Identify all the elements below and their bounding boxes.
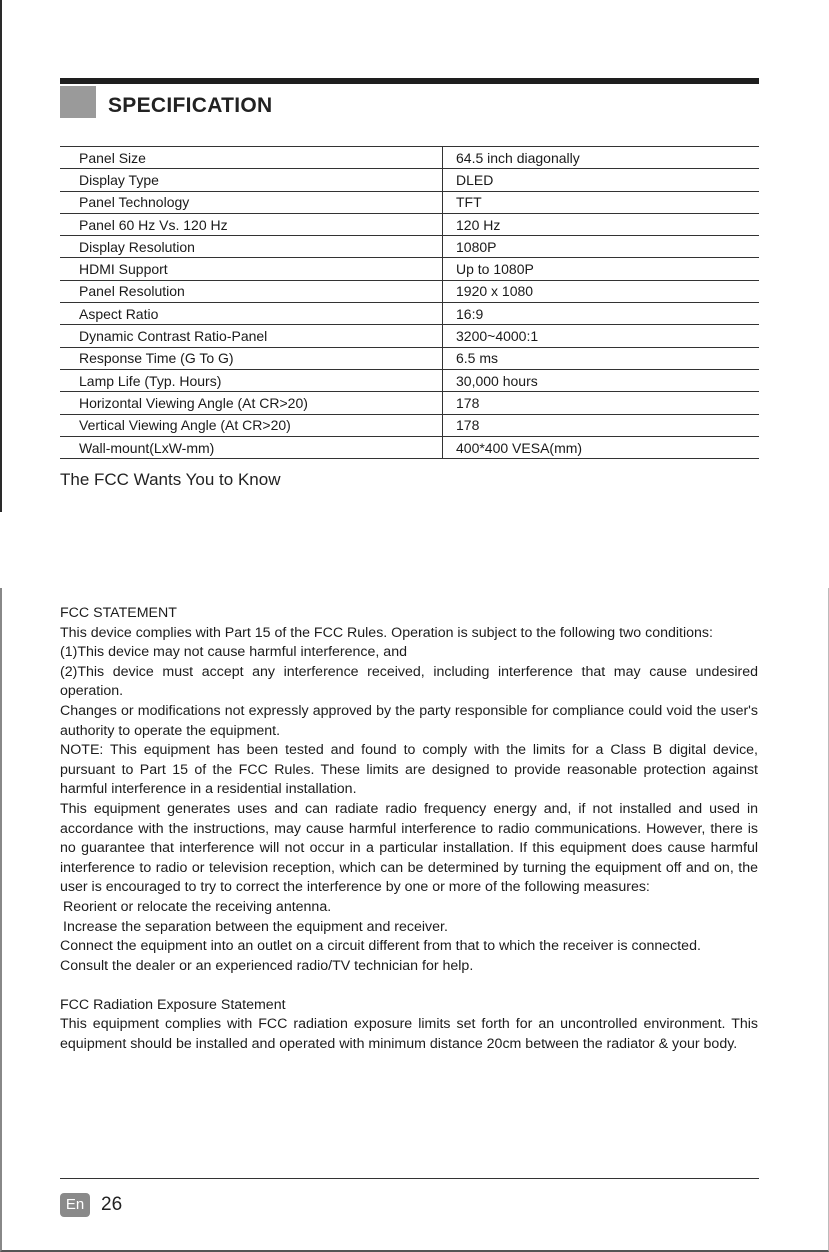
fcc-paragraph: NOTE: This equipment has been tested and found to comply with the limits for a Class B digital device, pursuant to Part 15 of the FCC Rules. These limits are designed to provide reasonable protection against harmful interference in a residential installation. bbox=[60, 742, 758, 798]
spec-value: 1080P bbox=[443, 236, 760, 258]
spec-value: Up to 1080P bbox=[443, 258, 760, 280]
spec-row bbox=[60, 347, 759, 369]
page-number: 26 bbox=[101, 1194, 123, 1215]
spec-row bbox=[60, 392, 759, 414]
spec-label: Panel Size bbox=[60, 147, 443, 169]
spec-label: HDMI Support bbox=[60, 258, 443, 280]
spec-row bbox=[60, 236, 759, 258]
spec-label: Panel Technology bbox=[60, 191, 443, 213]
header-rule bbox=[60, 78, 759, 84]
spec-value: 30,000 hours bbox=[443, 369, 760, 391]
title-marker-block bbox=[60, 86, 96, 118]
fcc-paragraph: This equipment generates uses and can radiate radio frequency energy and, if not installed and used in accordance with the instructions, may cause harmful interference to radio communications. However, there is no guarantee that interference will not occur in a particular installation. If this equipment does cause harmful interference to radio or television reception, which can be determined by turning the equipment off and on, the user is encouraged to try to correct the interference by one or more of the following measures: bbox=[60, 800, 758, 896]
fcc-condition-1: (1)This device may not cause harmful interference, and bbox=[60, 644, 407, 661]
spec-row bbox=[60, 258, 759, 280]
fcc-paragraph: This device complies with Part 15 of the FCC Rules. Operation is subject to the following two conditions: bbox=[60, 624, 713, 641]
spec-row bbox=[60, 303, 759, 325]
fcc-measure: Increase the separation between the equipment and receiver. bbox=[63, 918, 448, 935]
spec-label: Horizontal Viewing Angle (At CR>20) bbox=[60, 392, 443, 414]
spec-table bbox=[60, 146, 759, 459]
spec-value: 16:9 bbox=[443, 303, 760, 325]
spec-label: Display Type bbox=[60, 169, 443, 191]
spec-label: Vertical Viewing Angle (At CR>20) bbox=[60, 414, 443, 436]
fcc-measure: Consult the dealer or an experienced radio/TV technician for help. bbox=[60, 957, 474, 974]
page-title: SPECIFICATION bbox=[108, 94, 273, 117]
spec-row bbox=[60, 369, 759, 391]
spec-label: Display Resolution bbox=[60, 236, 443, 258]
spec-label: Response Time (G To G) bbox=[60, 347, 443, 369]
spec-value: 178 bbox=[443, 392, 760, 414]
language-badge: En bbox=[60, 1193, 90, 1217]
spec-row bbox=[60, 147, 759, 169]
radiation-heading: FCC Radiation Exposure Statement bbox=[60, 996, 286, 1013]
spec-value: DLED bbox=[443, 169, 760, 191]
spec-row bbox=[60, 280, 759, 302]
spec-value: 120 Hz bbox=[443, 213, 760, 235]
fcc-condition-2: (2)This device must accept any interference received, including interference that may cause undesired operation. bbox=[60, 663, 758, 700]
spec-value: 1920 x 1080 bbox=[443, 280, 760, 302]
spec-row bbox=[60, 169, 759, 191]
radiation-paragraph: This equipment complies with FCC radiation exposure limits set forth for an uncontrolled environment. This equipment should be installed and operated with minimum distance 20cm between the radiator & your body. bbox=[60, 1016, 758, 1053]
spec-row bbox=[60, 436, 759, 458]
fcc-wants-heading: The FCC Wants You to Know bbox=[60, 470, 281, 489]
fcc-heading: FCC STATEMENT bbox=[60, 605, 177, 621]
spec-label: Panel Resolution bbox=[60, 280, 443, 302]
spec-label: Lamp Life (Typ. Hours) bbox=[60, 369, 443, 391]
spec-label: Panel 60 Hz Vs. 120 Hz bbox=[60, 213, 443, 235]
spec-row bbox=[60, 414, 759, 436]
spec-value: 64.5 inch diagonally bbox=[443, 147, 760, 169]
spec-label: Dynamic Contrast Ratio-Panel bbox=[60, 325, 443, 347]
spec-value: 6.5 ms bbox=[443, 347, 760, 369]
fcc-measure: Reorient or relocate the receiving antenna. bbox=[63, 898, 332, 915]
spec-label: Wall-mount(LxW-mm) bbox=[60, 436, 443, 458]
spec-value: TFT bbox=[443, 191, 760, 213]
spec-row bbox=[60, 191, 759, 213]
spec-row bbox=[60, 325, 759, 347]
spec-value: 400*400 VESA(mm) bbox=[443, 436, 760, 458]
fcc-paragraph: Changes or modifications not expressly approved by the party responsible for compliance could void the user's authority to operate the equipment. bbox=[60, 702, 758, 739]
footer-rule bbox=[60, 1178, 759, 1179]
spec-label: Aspect Ratio bbox=[60, 303, 443, 325]
spec-value: 178 bbox=[443, 414, 760, 436]
fcc-measure: Connect the equipment into an outlet on a circuit different from that to which the receiver is connected. bbox=[60, 938, 701, 955]
fcc-statement bbox=[60, 604, 758, 1055]
spec-value: 3200~4000:1 bbox=[443, 325, 760, 347]
spec-row bbox=[60, 213, 759, 235]
